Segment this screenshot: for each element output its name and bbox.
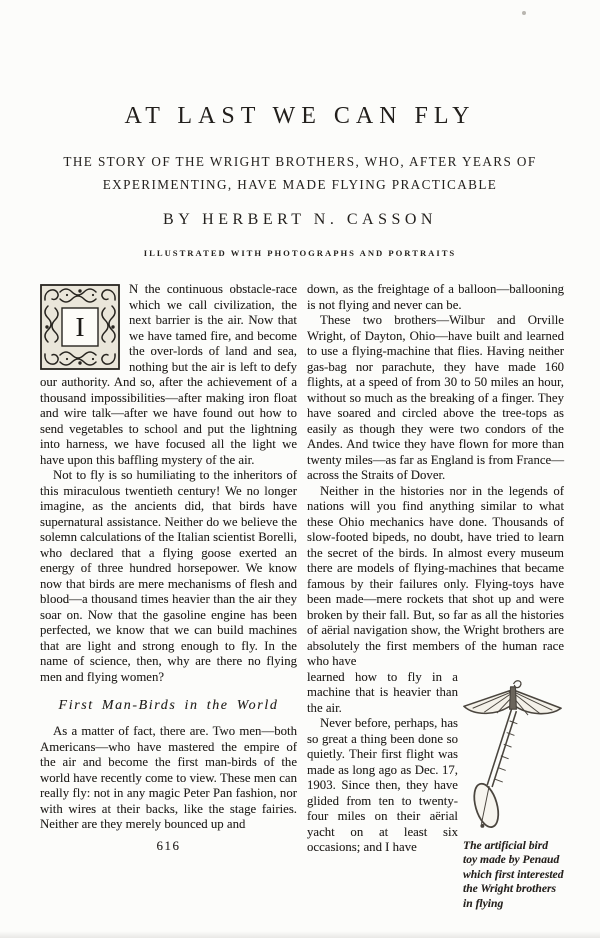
- right-column: [307, 282, 564, 911]
- left-column: [40, 282, 297, 911]
- article-byline: BY HERBERT N. CASSON: [163, 211, 437, 228]
- paragraph: down, as the freightage of a balloon—ballooning is not flying and never can be.: [307, 282, 564, 312]
- paragraph-opening: [40, 282, 297, 468]
- section-heading: First Man-Birds in the World: [58, 698, 279, 713]
- penaud-toy-figure: [461, 672, 564, 912]
- two-column-body: [0, 282, 600, 911]
- page-number: 616: [156, 837, 181, 853]
- paragraph: Neither in the histories nor in the legends of nations will you find anything similar to what these Ohio mechanics have done. Thousands of slow-footed bipeds, no doubt, have tried to learn the secret of the birds. In almost every museum there are models of flying-machines that became famous by their failures only. Flying-toys have been made—mere rockets that shot up and were broken by their fall. But, so far as all the histories of aërial navigation show, the Wright brothers are absolutely the first members of the human race who have: [307, 483, 564, 668]
- article-header: [0, 0, 600, 258]
- paragraph-text: N the continuous obstacle-race which we call civilization, the next barrier is the air. Now that we have tamed fire, and become the over-lords of land and sea, nothing but the air is left to defy our authority. And so, after the achievement of a thousand impossibilities—after making iron float and wire talk—after we have found out how to send vegetables to school and put the lightning into harness, we have focused all the light we have upon this baffling mystery of the air.: [40, 282, 297, 467]
- article-subtitle: THE STORY OF THE WRIGHT BROTHERS, WHO, AFTER YEARS OF EXPERIMENTING, HAVE MADE FLYING PRACTICABLE: [63, 154, 537, 192]
- figure-caption: The artificial bird toy made by Penaud which first interested the Wright brothers in flying: [463, 838, 564, 910]
- scan-speck: [522, 11, 526, 15]
- paragraph: As a matter of fact, there are. Two men—both Americans—who have mastered the empire of the air and become the first man-birds of the world have recently come to view. These men can really fly: not in any magic Peter Pan fashion, nor with wires at their backs, like the stage fairies. Neither are they merely bounced up and: [40, 724, 297, 831]
- illustrated-note: ILLUSTRATED WITH PHOTOGRAPHS AND PORTRAITS: [143, 248, 457, 258]
- text-and-figure-row: [307, 670, 564, 912]
- narrow-text-block: [307, 670, 458, 856]
- ornate-drop-cap: [40, 284, 120, 370]
- penaud-toy-illustration-icon: [461, 672, 564, 830]
- paragraph: These two brothers—Wilbur and Orville Wright, of Dayton, Ohio—have built and learned to use a flying-machine that flies. Having neither gas-bag nor parachute, they have made 160 flights, at a speed of from 30 to 50 miles an hour, without so much as the breaking of a finger. They have soared and circled above the tree-tops as easily as though they were two condors of the Andes. And twice they have flown for more than twenty miles—as far as England is from France—across the Straits of Dover.: [307, 313, 564, 482]
- drop-cap-letter: I: [75, 312, 85, 342]
- paragraph: Not to fly is so humiliating to the inheritors of this miraculous twentieth century! We no longer imagine, as the ancients did, that birds have supernatural assistance. Neither do we believe the solemn calculations of the Italian scientist Borelli, who declared that a flying goose exerted an energy of three hundred horsepower. We know now that birds are mere mechanisms of flesh and blood—a thousand times heavier than the air they soar on. Now that the gasoline engine has been perfected, we know that we can build machines that are light and strong enough to fly. In the name of science, then, why are there no flying men and flying women?: [40, 468, 297, 684]
- article-title: AT LAST WE CAN FLY: [124, 103, 476, 129]
- paragraph-continued: learned how to fly in a machine that is heavier than the air.: [307, 669, 458, 715]
- paragraph: Never before, perhaps, has so great a thing been done so quietly. Their first flight was made as long ago as Dec. 17, 1903. Since then, they have glided from ten to twenty-four miles on their aërial yacht on at least six occasions; and I have: [307, 716, 458, 854]
